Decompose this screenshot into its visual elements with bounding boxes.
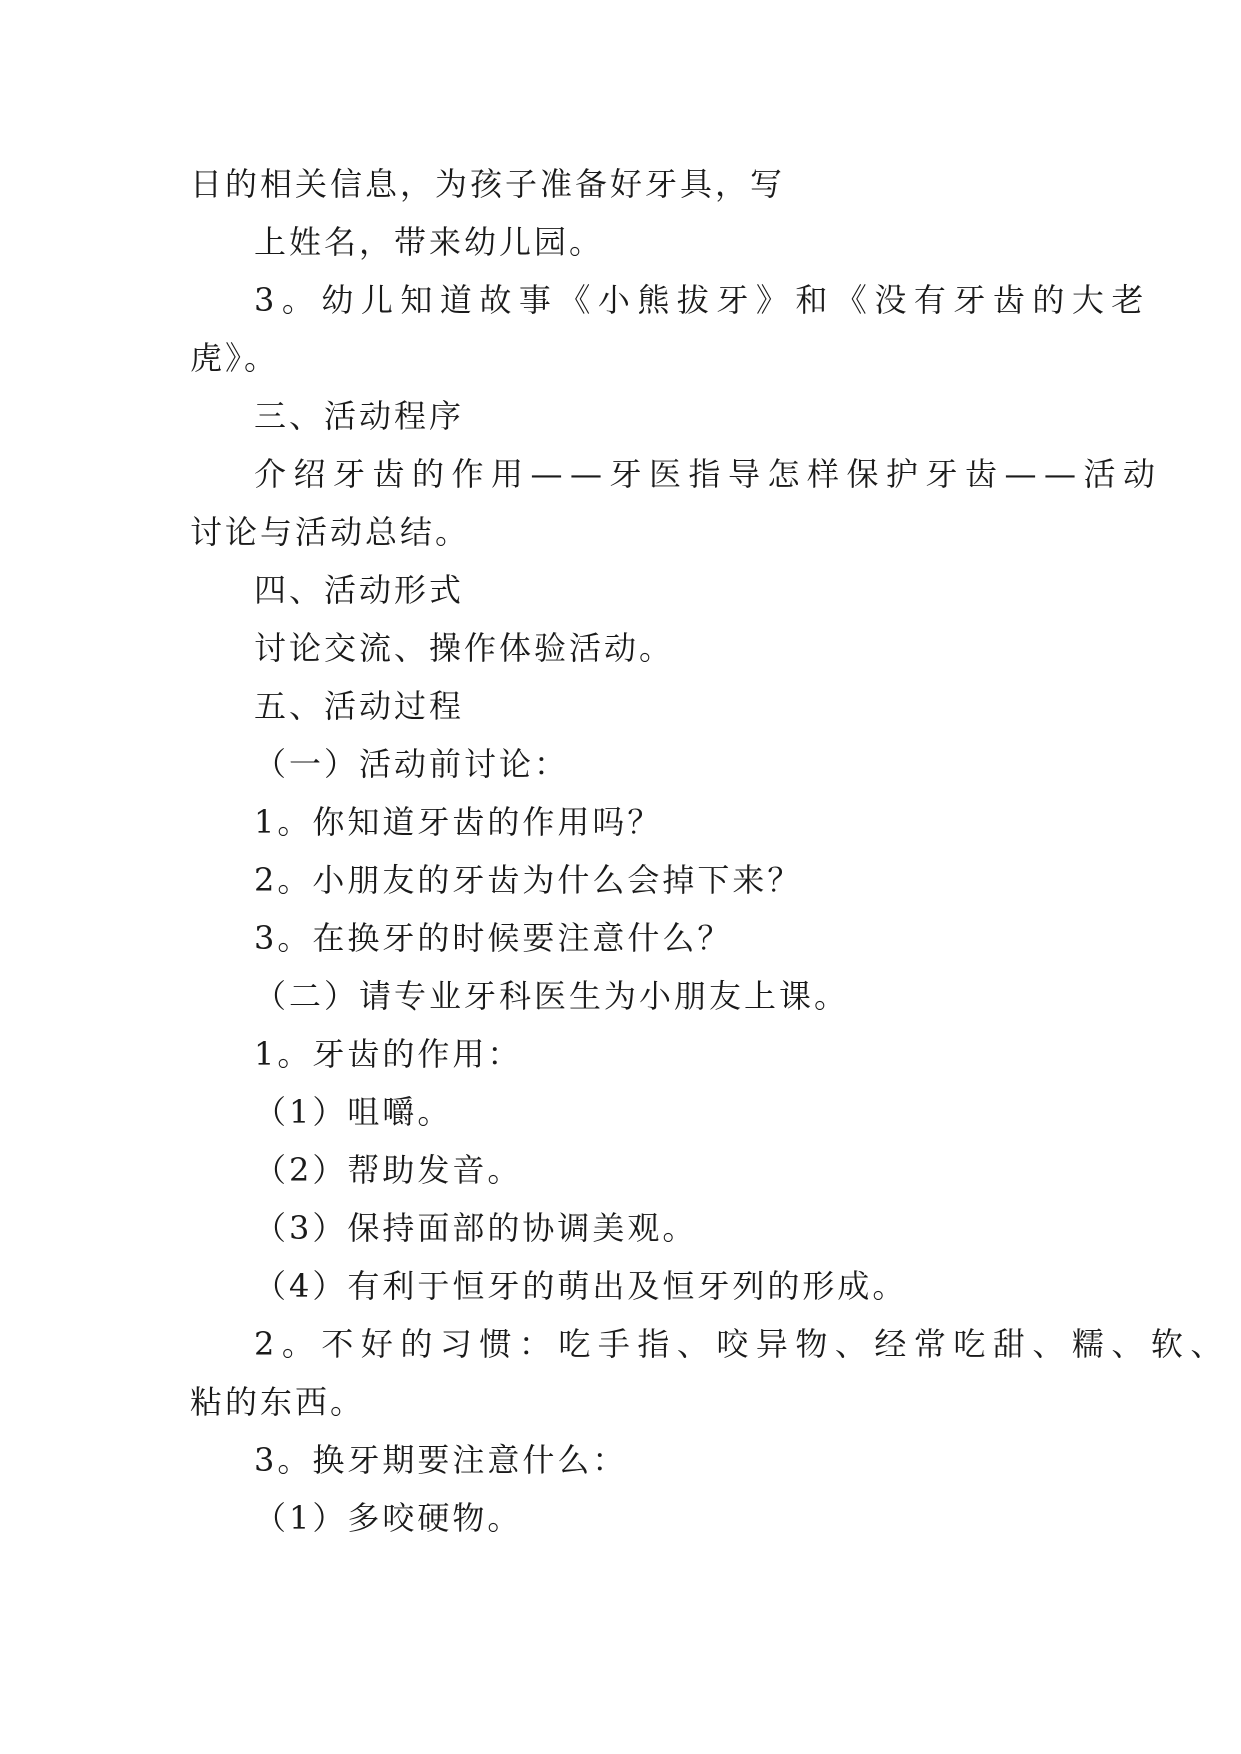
sub-item-4: （4）有利于恒牙的萌出及恒牙列的形成。 [254,1267,908,1305]
item-bad-habits: 2。不好的习惯：吃手指、咬异物、经常吃甜、糯、软、 [254,1325,1230,1363]
question-2: 2。小朋友的牙齿为什么会掉下来？ [254,861,803,899]
sub-item-3: （3）保持面部的协调美观。 [254,1209,698,1247]
text-line-6: 介绍牙齿的作用——牙医指导怎样保护牙齿——活动 [254,455,1163,493]
sub-item-hard-food: （1）多咬硬物。 [254,1499,523,1537]
section-heading-form: 四、活动形式 [254,571,465,609]
text-line-4: 虎》。 [190,339,280,377]
text-line-9: 讨论交流、操作体验活动。 [254,629,675,667]
text-line-7: 讨论与活动总结。 [190,513,471,551]
section-heading-process: 五、活动过程 [254,687,465,725]
sub-item-2: （2）帮助发音。 [254,1151,523,1189]
sub-item-1: （1）咀嚼。 [254,1093,453,1131]
subheading-discussion: （一）活动前讨论： [254,745,570,783]
item-teeth-function: 1。牙齿的作用： [254,1035,523,1073]
text-line-2: 上姓名，带来幼儿园。 [254,223,605,261]
question-3: 3。在换牙的时候要注意什么？ [254,919,733,957]
question-1: 1。你知道牙齿的作用吗？ [254,803,663,841]
text-line-1: 日的相关信息，为孩子准备好牙具，写 [190,165,786,203]
section-heading-procedure: 三、活动程序 [254,397,465,435]
text-line-3: 3。幼儿知道故事《小熊拔牙》和《没有牙齿的大老 [254,281,1151,319]
text-line-22: 粘的东西。 [190,1383,366,1421]
item-teething-notes: 3。换牙期要注意什么： [254,1441,628,1479]
subheading-dentist-class: （二）请专业牙科医生为小朋友上课。 [254,977,850,1015]
